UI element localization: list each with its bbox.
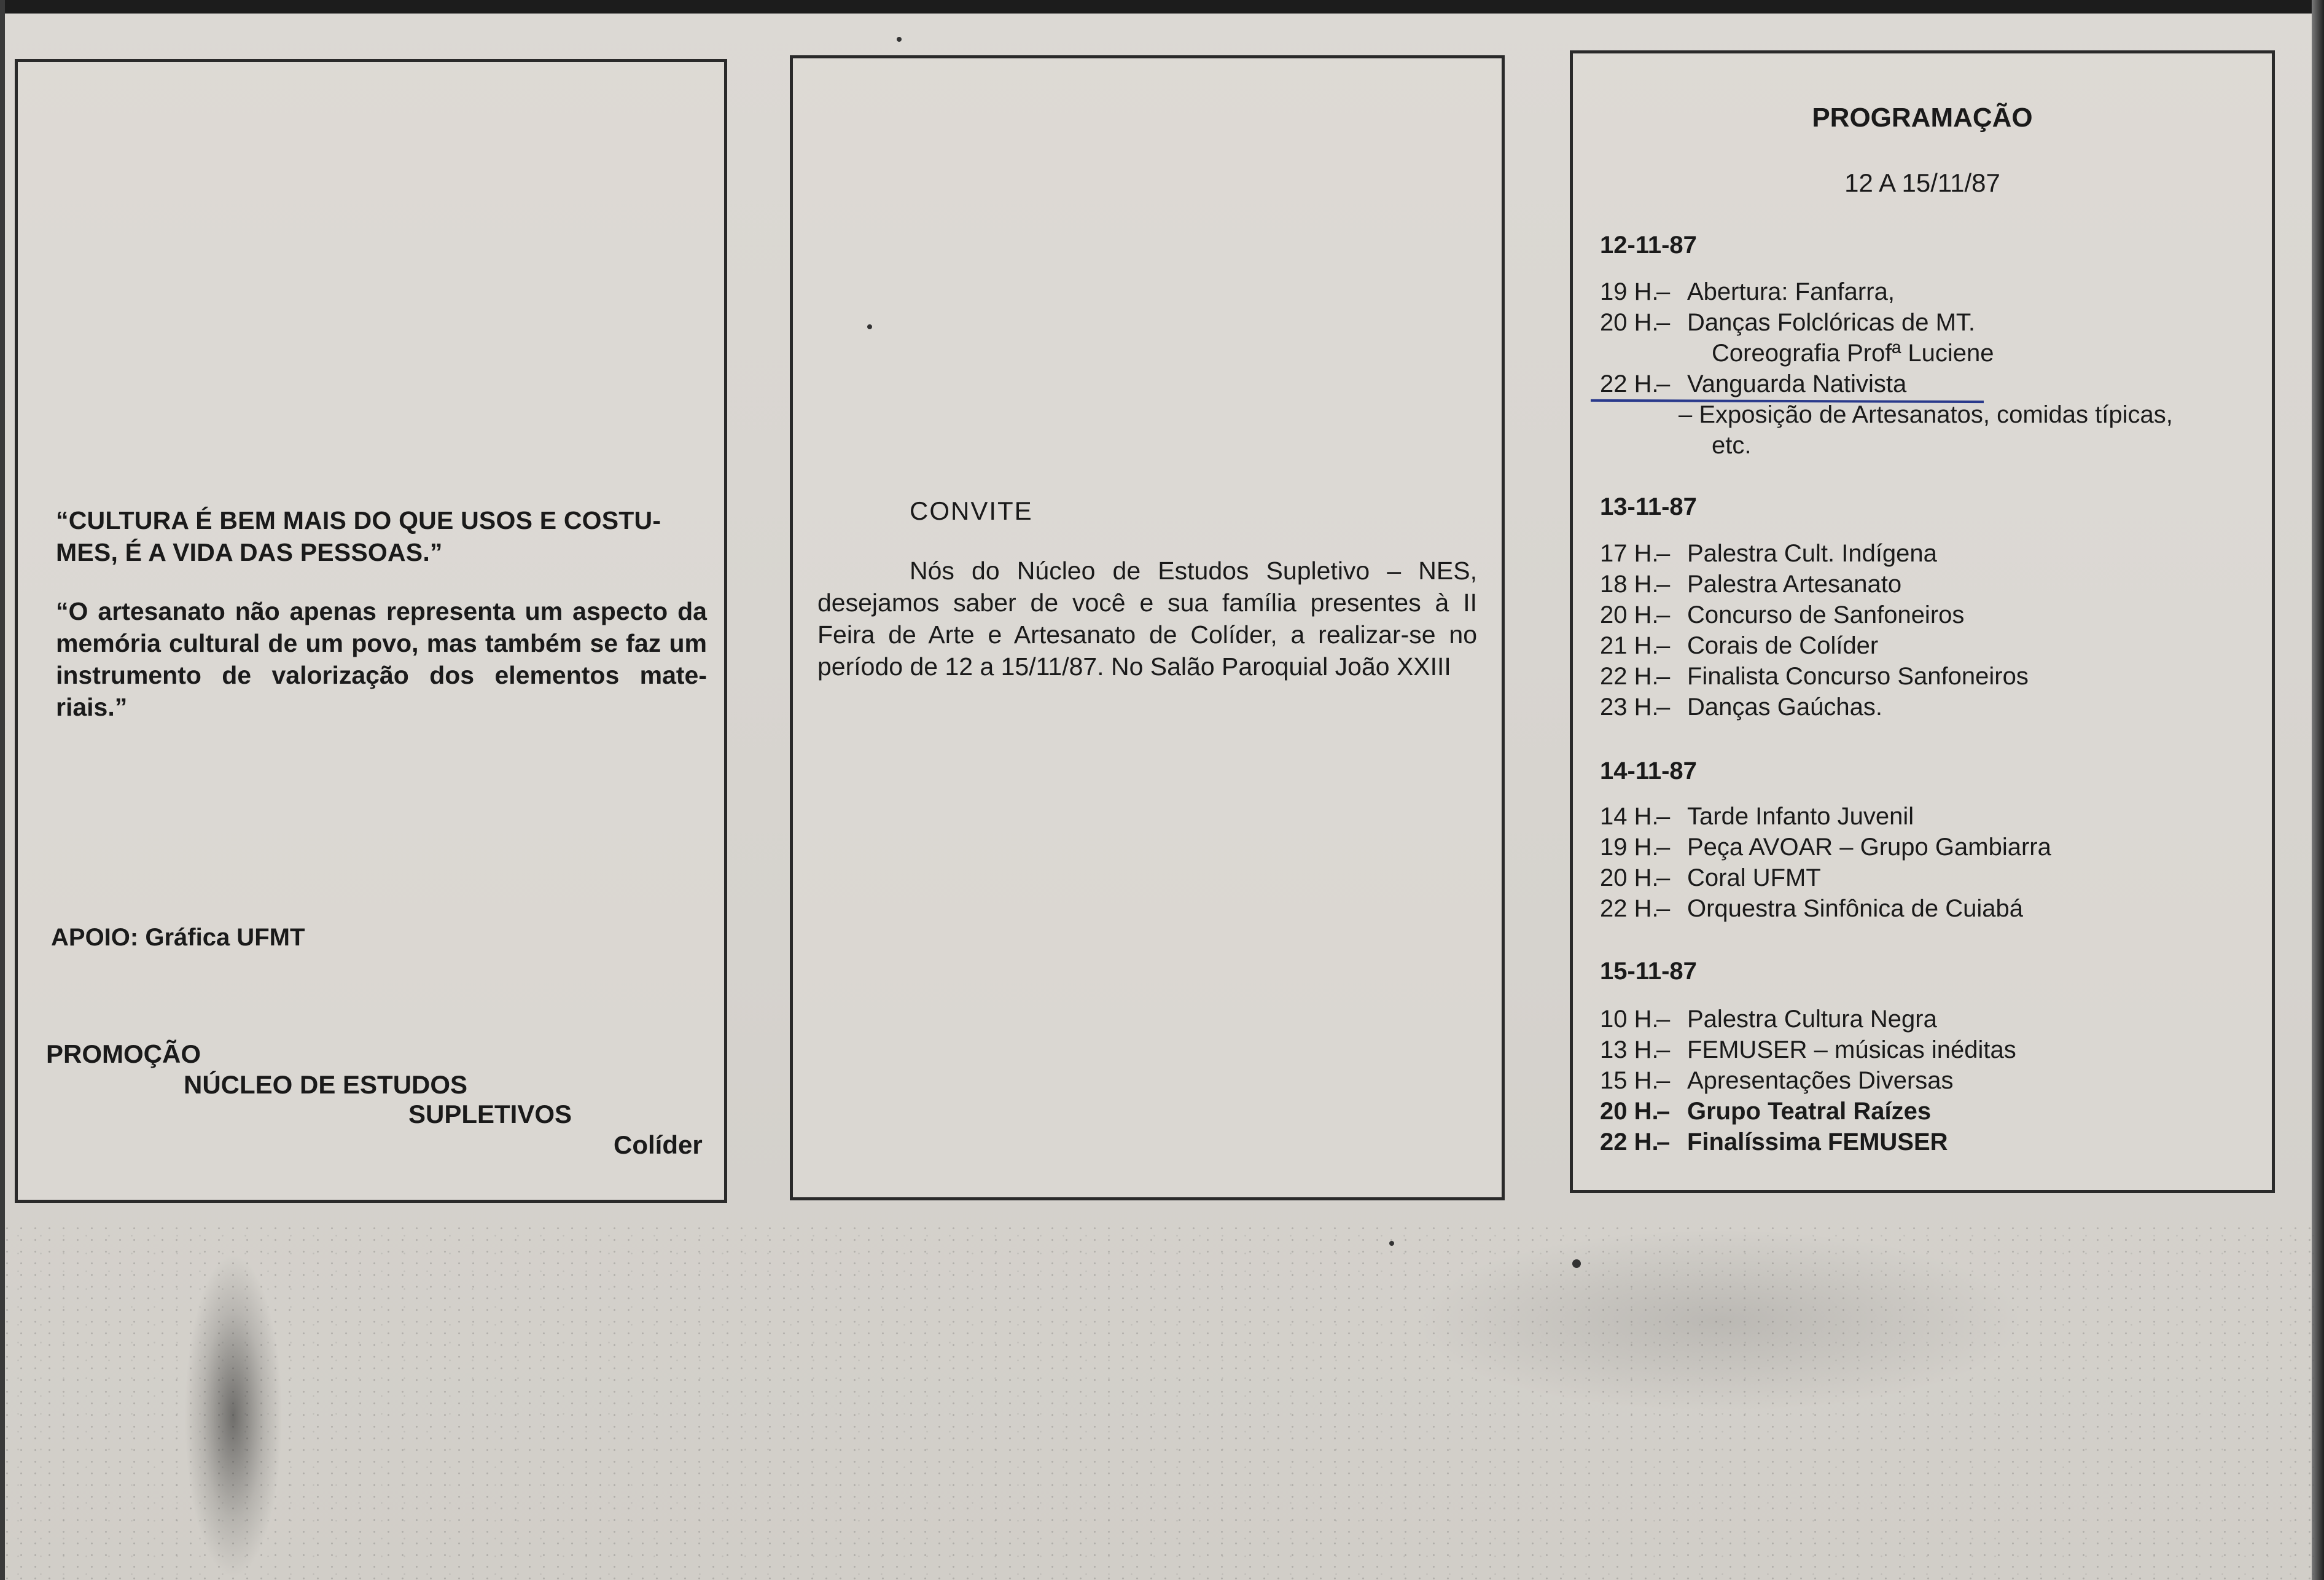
schedule-row <box>1600 1067 1954 1095</box>
row-dash: – <box>1656 601 1671 628</box>
row-activity: Concurso de Sanfoneiros <box>1687 601 1965 628</box>
invitation-title: CONVITE <box>910 496 1033 525</box>
row-dash: – <box>1656 1006 1671 1033</box>
schedule-row <box>1600 895 2023 923</box>
schedule-row <box>1600 834 2051 861</box>
scan-edge-top <box>0 0 2324 14</box>
row-hour: 20 H. <box>1600 601 1659 628</box>
row-hour: 17 H. <box>1600 540 1659 567</box>
row-hour: 19 H. <box>1600 834 1659 861</box>
schedule-row <box>1600 601 1964 629</box>
schedule-continuation: Coreografia Profª Luciene <box>1712 340 1994 367</box>
row-dash: – <box>1656 663 1671 690</box>
row-dash: – <box>1656 309 1671 336</box>
program-dates: 12 A 15/11/87 <box>1844 168 2000 197</box>
day-heading: 13-11-87 <box>1600 493 1697 520</box>
schedule-row <box>1600 694 1882 721</box>
schedule-row <box>1600 864 1821 892</box>
right-panel <box>1570 50 2275 1193</box>
row-dash: – <box>1656 571 1671 598</box>
row-activity: Danças Folclóricas de MT. <box>1687 309 1976 336</box>
schedule-row <box>1600 370 1906 398</box>
row-hour: 22 H. <box>1600 370 1659 397</box>
schedule-row <box>1600 663 2029 690</box>
row-activity: Finalista Concurso Sanfoneiros <box>1687 663 2029 690</box>
culture-quote: “CULTURA É BEM MAIS DO QUE USOS E COSTU-MES, É A VIDA DAS PESSOAS.” <box>56 506 661 566</box>
row-dash: – <box>1656 834 1671 861</box>
program-title: PROGRAMAÇÃO <box>1812 103 2033 133</box>
scan-smudge <box>1413 1229 2027 1413</box>
day-heading: 12-11-87 <box>1600 232 1697 259</box>
row-hour: 22 H. <box>1600 895 1659 922</box>
schedule-row <box>1600 571 1901 598</box>
schedule-row <box>1600 632 1878 660</box>
schedule-row <box>1600 309 1975 337</box>
schedule-row <box>1600 540 1937 568</box>
row-dash: – <box>1656 278 1671 305</box>
row-activity: Orquestra Sinfônica de Cuiabá <box>1687 895 2023 922</box>
row-activity: Peça AVOAR – Grupo Gambiarra <box>1687 834 2051 861</box>
row-dash: – <box>1656 895 1671 922</box>
row-hour: 20 H. <box>1600 864 1659 891</box>
schedule-continuation: etc. <box>1712 432 1752 459</box>
row-hour: 14 H. <box>1600 803 1659 830</box>
row-dash: – <box>1656 803 1671 830</box>
day-heading: 15-11-87 <box>1600 958 1697 985</box>
row-activity: Grupo Teatral Raízes <box>1687 1098 1932 1125</box>
scan-speck <box>867 324 872 329</box>
row-dash: – <box>1656 694 1671 721</box>
invitation-text: Nós do Núcleo de Estudos Supletivo – NES, desejamos saber de você e sua família presentes à II Feira de Arte e Artesanato de Colíder, a realizar-se no período de 12 a 15/11/87. No Salão Paroquial João XXIII <box>817 557 1477 681</box>
promotion-label: PROMOÇÃO <box>46 1039 201 1068</box>
row-hour: 22 H. <box>1600 1128 1659 1156</box>
row-dash: – <box>1656 540 1671 567</box>
row-dash: – <box>1656 864 1671 891</box>
row-activity: Danças Gaúchas. <box>1687 694 1882 721</box>
row-activity: Tarde Infanto Juvenil <box>1687 803 1914 830</box>
row-hour: 23 H. <box>1600 694 1659 721</box>
row-hour: 22 H. <box>1600 663 1659 690</box>
row-activity: Finalíssima FEMUSER <box>1687 1128 1948 1156</box>
row-hour: 20 H. <box>1600 309 1659 336</box>
row-dash: – <box>1656 1067 1671 1094</box>
scan-speck <box>897 37 902 42</box>
schedule-row <box>1600 1036 2016 1064</box>
row-hour: 20 H. <box>1600 1098 1659 1125</box>
organizer-line-2: SUPLETIVOS <box>408 1100 572 1128</box>
middle-panel <box>790 55 1505 1200</box>
row-hour: 21 H. <box>1600 632 1659 659</box>
organizer-city: Colíder <box>614 1130 703 1159</box>
row-dash: – <box>1656 1036 1671 1063</box>
row-activity: Apresentações Diversas <box>1687 1067 1954 1094</box>
row-activity: Corais de Colíder <box>1687 632 1879 659</box>
schedule-row <box>1600 1006 1937 1033</box>
scan-speck <box>1389 1241 1394 1246</box>
row-hour: 15 H. <box>1600 1067 1659 1094</box>
row-activity: FEMUSER – músicas inéditas <box>1687 1036 2016 1063</box>
row-hour: 10 H. <box>1600 1006 1659 1033</box>
support-credit: APOIO: Gráfica UFMT <box>51 924 305 951</box>
row-activity: Vanguarda Nativista <box>1687 370 1907 397</box>
row-dash: – <box>1656 1128 1671 1156</box>
schedule-row <box>1600 1098 1931 1125</box>
handicraft-quote: “O artesanato não apenas representa um aspecto da memória cultural de um povo, mas também se faz um instrumento de valorização dos elementos mate-riais.” <box>56 597 707 721</box>
row-hour: 19 H. <box>1600 278 1659 305</box>
schedule-row <box>1600 803 1914 831</box>
schedule-continuation: – Exposição de Artesanatos, comidas típicas, <box>1679 401 2173 428</box>
row-hour: 13 H. <box>1600 1036 1659 1063</box>
scan-speck <box>1572 1259 1581 1268</box>
row-activity: Abertura: Fanfarra, <box>1687 278 1895 305</box>
scan-smudge <box>184 1253 283 1579</box>
day-heading: 14-11-87 <box>1600 757 1697 784</box>
row-dash: – <box>1656 370 1671 397</box>
row-dash: – <box>1656 1098 1671 1125</box>
row-hour: 18 H. <box>1600 571 1659 598</box>
schedule-row <box>1600 278 1895 306</box>
row-activity: Palestra Artesanato <box>1687 571 1902 598</box>
row-activity: Palestra Cult. Indígena <box>1687 540 1937 567</box>
row-dash: – <box>1656 632 1671 659</box>
schedule-row <box>1600 1128 1948 1156</box>
left-panel <box>15 59 727 1203</box>
row-activity: Palestra Cultura Negra <box>1687 1006 1937 1033</box>
row-activity: Coral UFMT <box>1687 864 1821 891</box>
organizer-line-1: NÚCLEO DE ESTUDOS <box>184 1070 468 1099</box>
